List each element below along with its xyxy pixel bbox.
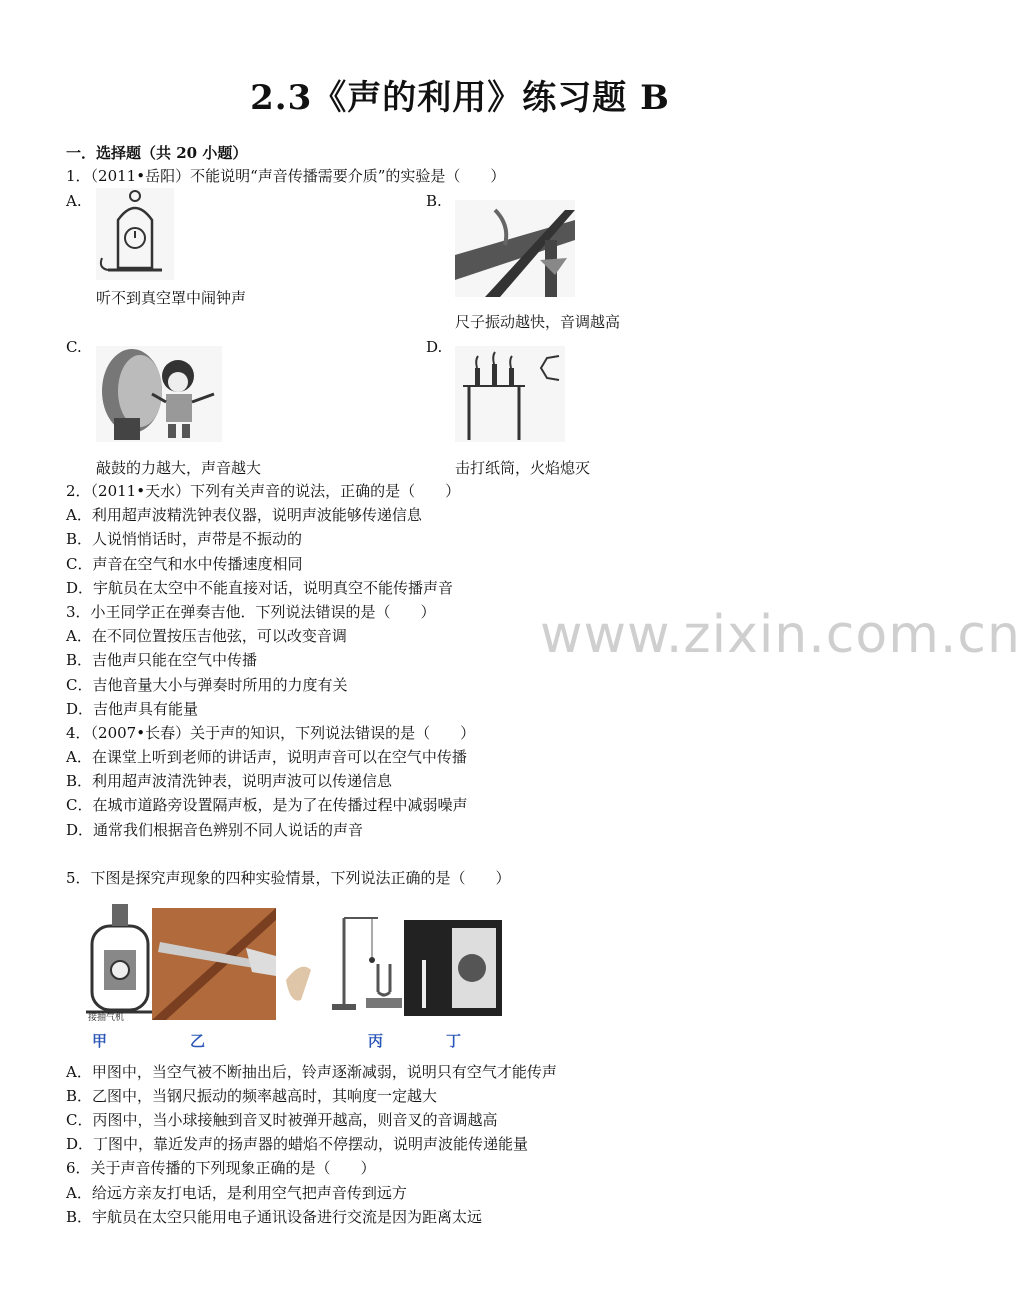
q4-option-d[interactable]: D．通常我们根据音色辨别不同人说话的声音 [66, 821, 364, 839]
q2-option-a[interactable]: A．利用超声波精洗钟表仪器，说明声波能够传递信息 [66, 506, 422, 524]
q3-option-a[interactable]: A．在不同位置按压吉他弦，可以改变音调 [66, 627, 347, 645]
q5-option-d[interactable]: D．丁图中，靠近发声的扬声器的蜡焰不停摆动，说明声波能传递能量 [66, 1135, 529, 1153]
q2-option-b[interactable]: B．人说悄悄话时，声带是不振动的 [66, 530, 303, 548]
q6-option-a[interactable]: A．给远方亲友打电话，是利用空气把声音传到远方 [66, 1184, 407, 1202]
q6-option-b[interactable]: B．宇航员在太空只能用电子通讯设备进行交流是因为距离太远 [66, 1208, 483, 1226]
q4-option-b[interactable]: B．利用超声波清洗钟表，说明声波可以传递信息 [66, 772, 393, 790]
page-title: 2.3《声的利用》练习题 B [250, 78, 670, 118]
q1-option-a-caption: 听不到真空罩中闹钟声 [96, 289, 247, 307]
q2-stem: 2．（2011•天水）下列有关声音的说法，正确的是（ ） [66, 482, 461, 500]
q3-option-d[interactable]: D．吉他声具有能量 [66, 700, 199, 718]
q1-option-a-label[interactable]: A. [66, 192, 82, 210]
q5-option-a[interactable]: A．甲图中，当空气被不断抽出后，铃声逐渐减弱，说明只有空气才能传声 [66, 1063, 557, 1081]
q3-stem: 3．小王同学正在弹奏吉他．下列说法错误的是（ ） [66, 603, 436, 621]
q1-option-b-caption: 尺子振动越快，音调越高 [455, 313, 621, 331]
section-heading: 一．选择题（共 20 小题） [66, 144, 248, 162]
q6-stem: 6．关于声音传播的下列现象正确的是（ ） [66, 1159, 376, 1177]
paper-tube-candle-image [455, 346, 565, 442]
q5-figure-label-jia: 甲 [92, 1032, 108, 1050]
q5-figure-small-label: 接抽气机 [88, 1013, 125, 1023]
q1-stem: 1．（2011•岳阳）不能说明“声音传播需要介质”的实验是（ ） [66, 167, 506, 185]
q1-option-d-label[interactable]: D. [426, 338, 443, 356]
q5-figure-label-bing: 丙 [368, 1032, 384, 1050]
q1-option-c-label[interactable]: C. [66, 338, 82, 356]
q5-figure-label-yi: 乙 [190, 1032, 206, 1050]
q4-option-c[interactable]: C．在城市道路旁设置隔声板，是为了在传播过程中减弱噪声 [66, 796, 468, 814]
q4-stem: 4．（2007•长春）关于声的知识，下列说法错误的是（ ） [66, 724, 476, 742]
q5-option-b[interactable]: B．乙图中，当钢尺振动的频率越高时，其响度一定越大 [66, 1087, 438, 1105]
q3-option-c[interactable]: C．吉他音量大小与弹奏时所用的力度有关 [66, 676, 348, 694]
q5-stem: 5．下图是探究声现象的四种实验情景，下列说法正确的是（ ） [66, 869, 511, 887]
q5-figure-label-ding: 丁 [446, 1032, 462, 1050]
four-experiments-figure [86, 900, 506, 1024]
bell-jar-alarm-clock-image [96, 188, 174, 280]
drum-image [96, 346, 222, 442]
vibrating-ruler-image [455, 200, 575, 297]
watermark: www.zixin.com.cn [540, 605, 1021, 665]
q5-option-c[interactable]: C．丙图中，当小球接触到音叉时被弹开越高，则音叉的音调越高 [66, 1111, 498, 1129]
q3-option-b[interactable]: B．吉他声只能在空气中传播 [66, 651, 258, 669]
q2-option-c[interactable]: C．声音在空气和水中传播速度相同 [66, 555, 303, 573]
q1-option-d-caption: 击打纸筒，火焰熄灭 [455, 459, 591, 477]
q2-option-d[interactable]: D．宇航员在太空中不能直接对话，说明真空不能传播声音 [66, 579, 454, 597]
q4-option-a[interactable]: A．在课堂上听到老师的讲话声，说明声音可以在空气中传播 [66, 748, 467, 766]
q1-option-b-label[interactable]: B. [426, 192, 442, 210]
q1-option-c-caption: 敲鼓的力越大，声音越大 [96, 459, 262, 477]
